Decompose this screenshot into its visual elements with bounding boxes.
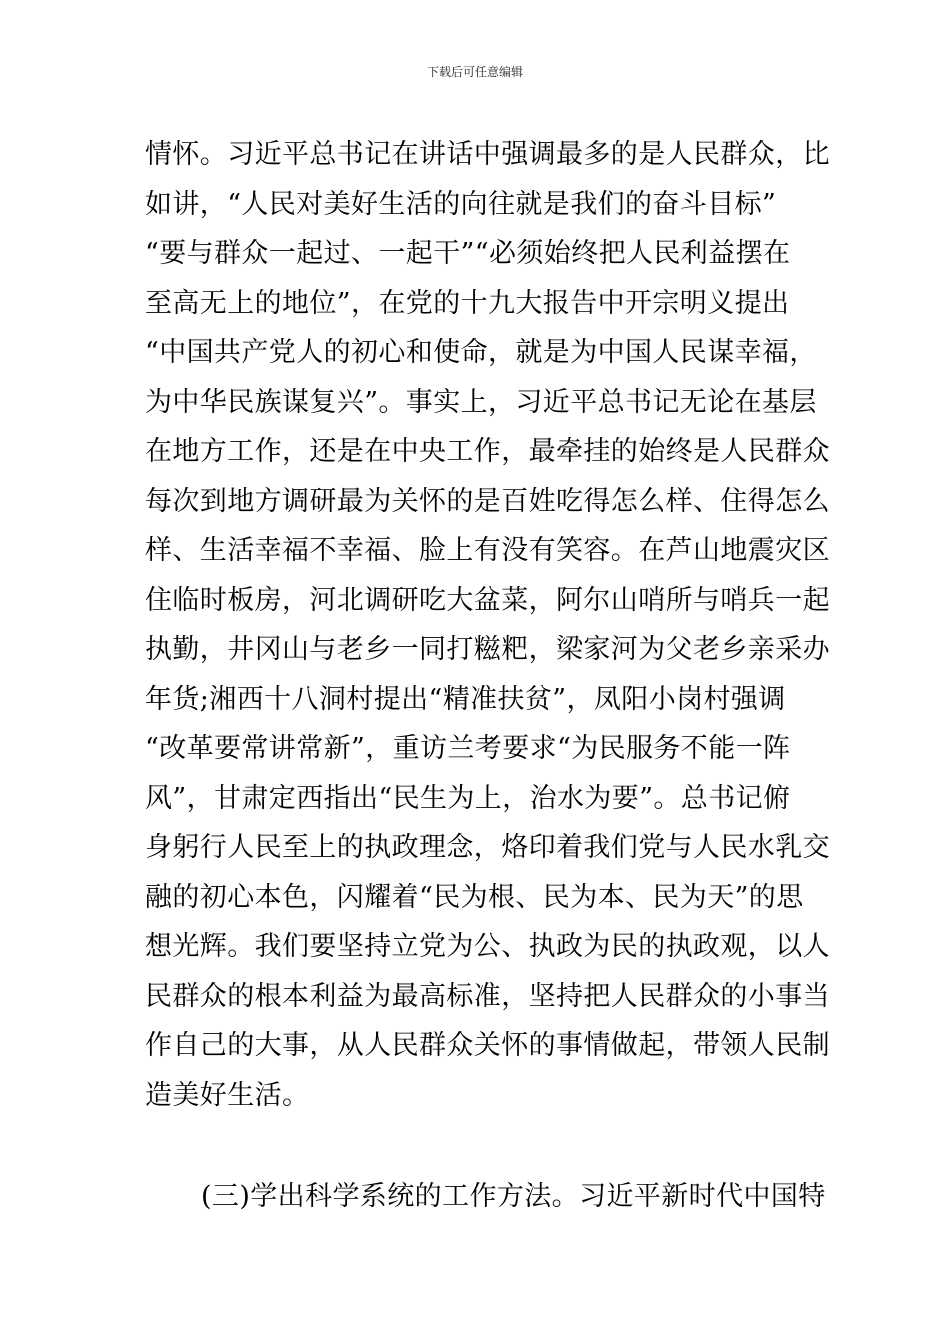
paragraph-line: 年货;湘西十八洞村提出“精准扶贫”，凤阳小岗村强调 xyxy=(145,683,786,715)
paragraph-line: 住临时板房，河北调研吃大盆菜，阿尔山哨所与哨兵一起 xyxy=(145,584,830,616)
paragraph-line: 民群众的根本利益为最高标准，坚持把人民群众的小事当 xyxy=(145,980,830,1012)
paragraph-line: 每次到地方调研最为关怀的是百姓吃得怎么样、住得怎么 xyxy=(145,485,830,517)
paragraph-line: 执勤，井冈山与老乡一同打糍粑，梁家河为父老乡亲采办 xyxy=(145,634,830,665)
paragraph-line: 风”，甘肃定西指出“民生为上，治水为要”。总书记俯 xyxy=(145,782,791,814)
section-heading: (三)学出科学系统的工作方法。习近平新时代中国特 xyxy=(201,1181,826,1212)
paragraph-line: “中国共产党人的初心和使命，就是为中国人民谋幸福， xyxy=(145,337,817,368)
paragraph-line: 至高无上的地位”，在党的十九大报告中开宗明义提出 xyxy=(145,287,790,319)
paragraph-line: 作自己的大事，从人民群众关怀的事情做起，带领人民制 xyxy=(145,1030,830,1061)
paragraph-line: 样、生活幸福不幸福、脸上有没有笑容。在芦山地震灾区 xyxy=(145,535,830,566)
paragraph-line: “要与群众一起过、一起干”“必须始终把人民利益摆在 xyxy=(145,238,791,269)
paragraph-line: 如讲，“人民对美好生活的向往就是我们的奋斗目标” xyxy=(145,188,777,220)
paragraph-line: 在地方工作，还是在中央工作，最牵挂的始终是人民群众 xyxy=(145,436,830,467)
paragraph-line: 情怀。习近平总书记在讲话中强调最多的是人民群众，比 xyxy=(145,139,830,170)
paragraph-line: 身躬行人民至上的执政理念，烙印着我们党与人民水乳交 xyxy=(145,832,830,863)
paragraph-line: 融的初心本色，闪耀着“民为根、民为本、民为天”的思 xyxy=(145,881,804,913)
paragraph-line: 造美好生活。 xyxy=(145,1079,310,1111)
paragraph-line: “改革要常讲常新”，重访兰考要求“为民服务不能一阵 xyxy=(145,733,791,764)
page-header: 下载后可任意编辑 xyxy=(426,65,523,79)
paragraph-line: 为中华民族谋复兴”。事实上，习近平总书记无论在基层 xyxy=(145,386,817,418)
body-paragraph xyxy=(145,130,845,1120)
paragraph-line: 想光辉。我们要坚持立党为公、执政为民的执政观，以人 xyxy=(145,931,830,962)
